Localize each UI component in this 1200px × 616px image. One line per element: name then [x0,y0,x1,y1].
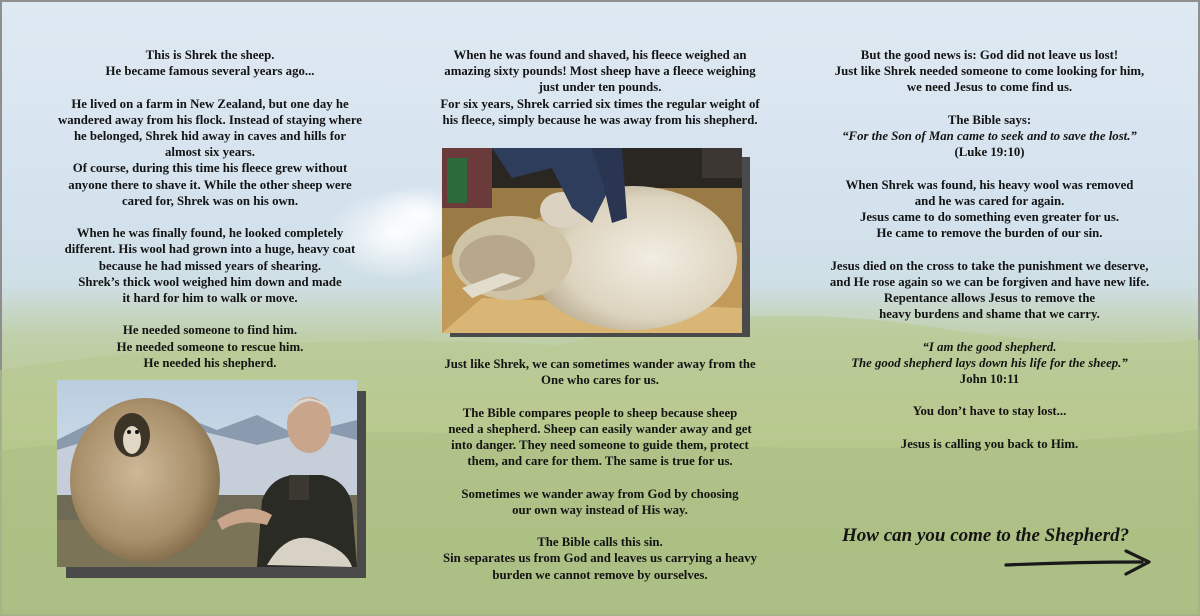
cta-heading: How can you come to the Shepherd? [842,525,1130,546]
wander-paragraph: Just like Shrek, we can sometimes wander away from the One who cares for us. [444,357,756,388]
intro-paragraph: This is Shrek the sheep. He became famous several years ago... [105,48,315,79]
john-quote: “I am the good shepherd. The good shepherd lays down his life for the sheep.” [851,339,1128,370]
sin-paragraph: The Bible calls this sin. Sin separates us from God and leaves us carrying a heavy burden we cannot remove by ourselves. [442,535,757,582]
cross-paragraph: Jesus died on the cross to take the punishment we deserve, and He rose again so we can be forgiven and have new life. Repentance allows Jesus to remove the heavy burdens and shame that we carry. [829,258,1150,322]
column-left [45,47,375,387]
bible-says-block [812,112,1167,161]
shearing-photo [442,148,742,333]
column-middle-top [420,47,780,144]
calling-text: Jesus is calling you back to Him. [900,436,1079,451]
fleece-paragraph: When he was found and shaved, his fleece weighed an amazing sixty pounds! Most sheep have a fleece weighing just under ten pounds. For six years, Shrek carried six times the regular weight of his fleece, simply because he was away from his shepherd. [440,48,760,127]
column-right [812,47,1167,468]
shrek-farmer-photo [57,380,357,567]
john-reference: John 10:11 [959,372,1020,386]
arrow-right-icon [1004,548,1154,578]
own-way-paragraph: Sometimes we wander away from God by choosing our own way instead of His way. [461,486,739,517]
bible-sheep-paragraph: The Bible compares people to sheep because sheep need a shepherd. Sheep can easily wander away and get into danger. They need someone to guide them, protect them, and care for them. The same is true for us. [448,405,752,469]
wool-removed-paragraph: When Shrek was found, his heavy wool was removed and he was cared for again. Jesus came to do something even greater for us. He came to remove the burden of our sin. [845,177,1134,241]
stay-lost-text: You don’t have to stay lost... [912,404,1067,419]
luke-quote: “For the Son of Man came to seek and to save the lost.” [842,129,1137,143]
good-news-paragraph: But the good news is: God did not leave us lost! Just like Shrek needed someone to come looking for him, we need Jesus to come find us. [834,48,1145,95]
needed-paragraph: He needed someone to find him. He needed someone to rescue him. He needed his shepherd. [116,323,304,370]
luke-reference: (Luke 19:10) [954,145,1025,160]
story-paragraph: He lived on a farm in New Zealand, but one day he wandered away from his flock. Instead of staying where he belonged, Shrek hid away in caves and hills for almost six years. Of course, during this time his fleece grew without anyone there to shave it. While the other sheep were cared for, Shrek was on his own. [58,96,362,208]
bible-says-heading: The Bible says: [947,112,1032,127]
john-block [812,339,1167,388]
column-middle-bottom [420,356,780,599]
found-paragraph: When he was finally found, he looked completely different. His wool had grown into a huge, heavy coat because he had missed years of shearing. Shrek’s thick wool weighed him down and made it hard for him to walk or move. [64,226,356,306]
